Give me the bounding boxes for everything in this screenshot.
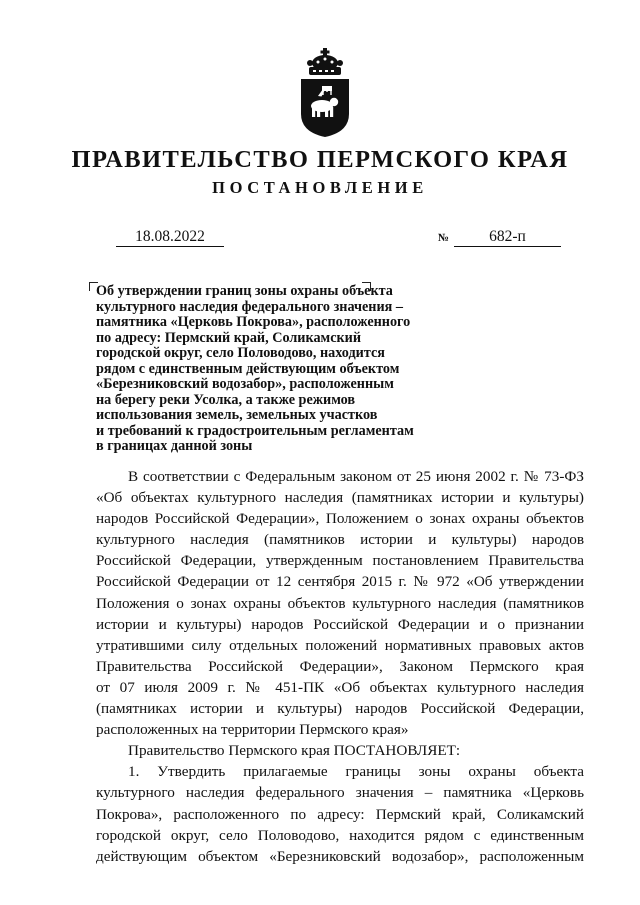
body-line: «Об объектах культурного наследия (памятниках истории и культуры) <box>96 489 584 507</box>
document-type: ПОСТАНОВЛЕНИЕ <box>212 178 428 197</box>
subject-line: в границах данной зоны <box>96 438 253 454</box>
body-line: Правительства Российской Федерации», Законом Пермского края <box>96 657 584 675</box>
government-title: ПРАВИТЕЛЬСТВО ПЕРМСКОГО КРАЯ <box>71 146 569 173</box>
body-line: народов Российской Федерации», Положением о зонах охраны объектов <box>96 510 584 528</box>
body-line: Российской Федерации от 12 сентября 2015 г. № 972 «Об утверждении <box>96 573 584 591</box>
subject-line: Об утверждении границ зоны охраны объекта <box>96 283 393 299</box>
body-line: утратившими силу отдельных положений нормативных правовых актов <box>96 636 584 654</box>
body-line: Положения о зонах охраны объектов культурного наследия (памятников <box>96 594 584 612</box>
subject-line: памятника «Церковь Покрова», расположенного <box>96 314 411 330</box>
body-line: Правительство Пермского края ПОСТАНОВЛЯЕТ: <box>128 742 461 760</box>
body-line: Покрова», расположенного по адресу: Пермский край, Соликамский <box>96 805 584 823</box>
body-line: культурного наследия федерального значения – памятника «Церковь <box>96 784 584 802</box>
subject-line: на берегу реки Усолка, а также режимов <box>96 391 356 408</box>
perm-krai-coat-of-arms-icon <box>298 48 352 138</box>
body-line: (памятниках истории и культуры) народов Российской Федерации, <box>96 700 584 718</box>
subject-line: городской округ, село Половодово, находится <box>96 345 385 361</box>
body-line: 1. Утвердить прилагаемые границы зоны охраны объекта <box>128 763 584 781</box>
body-line: от 07 июля 2009 г. № 451-ПК «Об объектах культурного наследия <box>96 678 584 696</box>
subject-line: культурного наследия федерального значения – <box>96 298 403 315</box>
document-date: 18.08.2022 <box>116 228 224 247</box>
document-number: 682-п <box>454 228 561 247</box>
subject-line: «Березниковский водозабор», расположенным <box>96 376 394 392</box>
body-line: В соответствии с Федеральным законом от 25 июня 2002 г. № 73-ФЗ <box>128 468 584 485</box>
subject-line: и требований к градостроительным регламентам <box>96 422 414 439</box>
document-subject <box>96 284 456 455</box>
body-line: Российской Федерации, утвержденным постановлением Правительства <box>96 552 584 570</box>
subject-line: рядом с единственным действующим объектом <box>96 360 400 377</box>
number-label: № <box>438 232 450 244</box>
subject-line: по адресу: Пермский край, Соликамский <box>96 329 362 346</box>
body-line: культурного наследия (памятников истории и культуры) народов <box>96 531 584 549</box>
body-line: расположенных на территории Пермского края» <box>96 721 409 739</box>
body-line: истории и культуры) народов Российской Федерации и о признании <box>96 615 584 633</box>
subject-line: использования земель, земельных участков <box>96 407 378 423</box>
body-line: действующим объектом «Березниковский водозабор», расположенным <box>96 847 584 865</box>
document-body <box>96 466 584 867</box>
body-line: городской округ, село Половодово, находится рядом с единственным <box>96 826 584 844</box>
